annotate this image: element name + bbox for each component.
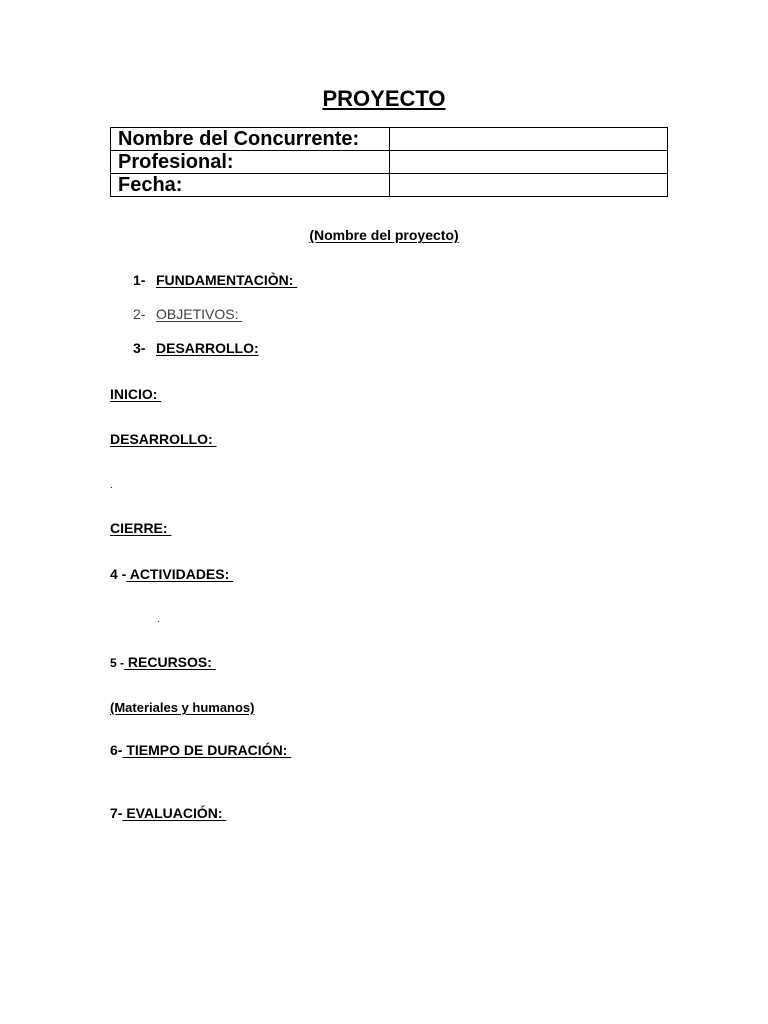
table-row: [111, 128, 668, 151]
heading-objetivos: OBJETIVOS:: [156, 306, 243, 322]
heading-evaluacion: EVALUACIÓN:: [122, 805, 227, 821]
heading-cierre: CIERRE:: [110, 520, 172, 536]
tiempo-line: [110, 742, 291, 758]
list-number-1: 1-: [133, 272, 146, 288]
heading-desarrollo: DESARROLLO:: [156, 340, 259, 356]
heading-tiempo: TIEMPO DE DURACIÓN:: [122, 742, 292, 758]
table-row: [111, 151, 668, 174]
table-row: [111, 174, 668, 197]
heading-actividades: ACTIVIDADES:: [126, 566, 234, 582]
heading-fundamentacion: FUNDAMENTACIÒN:: [156, 272, 298, 288]
info-value-profesional[interactable]: [390, 151, 668, 174]
project-name: (Nombre del proyecto): [309, 227, 459, 243]
info-value-concurrente[interactable]: [390, 128, 668, 151]
list-number-6: 6-: [110, 742, 123, 758]
actividades-line: [110, 566, 233, 582]
document-title: PROYECTO: [322, 86, 446, 111]
placeholder-dot: .: [157, 614, 160, 625]
info-label-fecha: Fecha:: [111, 174, 390, 197]
heading-desarrollo-sub: DESARROLLO:: [110, 431, 217, 447]
heading-recursos: RECURSOS:: [124, 654, 216, 670]
recursos-line: [110, 654, 216, 670]
info-label-profesional: Profesional:: [111, 151, 390, 174]
placeholder-dot: .: [110, 480, 113, 491]
recursos-note: (Materiales y humanos): [110, 700, 255, 715]
list-number-2: 2-: [133, 306, 146, 322]
info-label-concurrente: Nombre del Concurrente:: [111, 128, 390, 151]
heading-inicio: INICIO:: [110, 386, 162, 402]
info-value-fecha[interactable]: [390, 174, 668, 197]
info-table: [110, 127, 668, 197]
evaluacion-line: [110, 805, 226, 821]
list-number-3: 3-: [133, 340, 146, 356]
list-number-4: 4 -: [110, 566, 127, 582]
list-number-7: 7-: [110, 805, 123, 821]
list-number-5: 5 -: [110, 656, 125, 670]
